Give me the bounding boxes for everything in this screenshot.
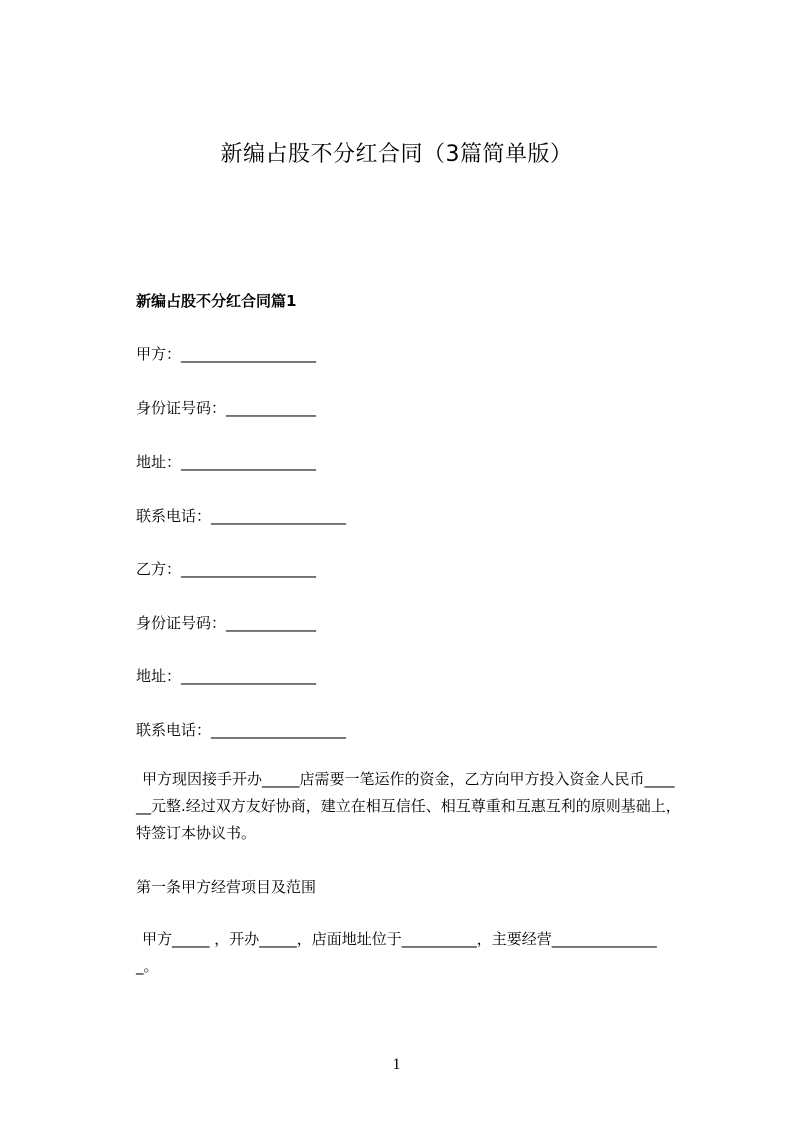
article-1-paragraph [136,926,706,980]
article-heading: 第一条甲方经营项目及范围 [136,878,317,896]
article-line: _。 [136,957,159,975]
intro-line: 甲方现因接手开办_____店需要一笔运作的资金，乙方向甲方投入资金人民币____ [142,770,675,788]
party-a-address-field: 地址：__________________ [136,453,317,471]
intro-paragraph [136,766,706,847]
intro-line: 特签订本协议书。 [136,824,257,842]
section-heading: 新编占股不分红合同篇1 [136,292,297,310]
article-line: 甲方_____ ，开办_____，店面地址位于__________，主要经营______________ [142,930,657,948]
party-b-address-field: 地址：__________________ [136,667,317,685]
party-a-phone-field: 联系电话：__________________ [136,507,347,525]
party-b-phone-field: 联系电话：__________________ [136,721,347,739]
party-a-id-field: 身份证号码：____________ [136,399,317,417]
party-b-id-field: 身份证号码：____________ [136,614,317,632]
intro-line: __元整.经过双方友好协商，建立在相互信任、相互尊重和互惠互利的原则基础上， [136,797,681,815]
party-a-name-field: 甲方：__________________ [136,345,317,363]
document-title: 新编占股不分红合同（3篇简单版） [220,142,573,167]
party-b-name-field: 乙方：__________________ [136,560,317,578]
page-number: 1 [392,1056,401,1073]
